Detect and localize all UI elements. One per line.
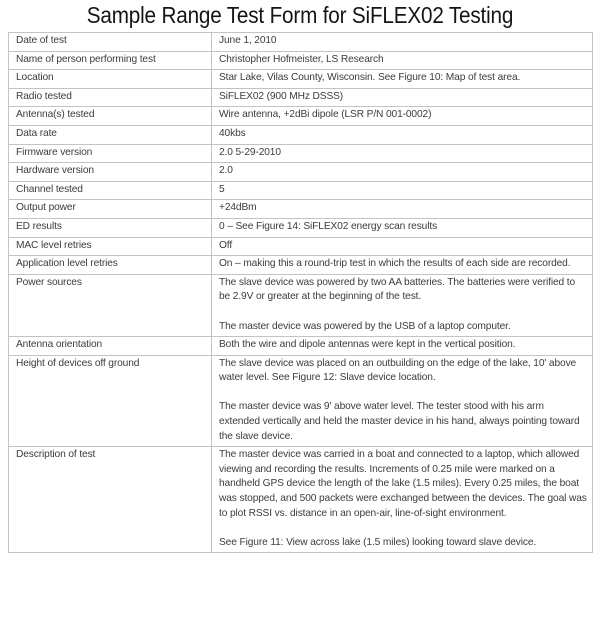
page-title: Sample Range Test Form for SiFLEX02 Testing bbox=[86, 2, 514, 28]
row-label: Data rate bbox=[9, 125, 212, 144]
row-value bbox=[212, 218, 593, 237]
row-value bbox=[212, 33, 593, 52]
table-row bbox=[9, 163, 593, 182]
row-label: Date of test bbox=[9, 33, 212, 52]
row-label: ED results bbox=[9, 218, 212, 237]
row-value bbox=[212, 337, 593, 356]
table-row bbox=[9, 70, 593, 89]
row-value bbox=[212, 355, 593, 447]
row-value bbox=[212, 237, 593, 256]
row-label: Output power bbox=[9, 200, 212, 219]
row-value bbox=[212, 144, 593, 163]
range-test-form-table bbox=[8, 32, 593, 553]
row-value bbox=[212, 200, 593, 219]
row-value-paragraph: The master device was powered by the USB of a laptop computer. bbox=[219, 320, 511, 332]
row-value-paragraph: 2.0 5-29-2010 bbox=[219, 146, 281, 158]
table-row bbox=[9, 33, 593, 52]
row-label: Description of test bbox=[9, 447, 212, 553]
table-row bbox=[9, 51, 593, 70]
table-row bbox=[9, 200, 593, 219]
row-value-paragraph: On – making this a round-trip test in which the results of each side are recorded. bbox=[219, 258, 571, 270]
row-label: Application level retries bbox=[9, 256, 212, 275]
row-value-paragraph: Star Lake, Vilas County, Wisconsin. See Figure 10: Map of test area. bbox=[219, 72, 521, 84]
row-label: Firmware version bbox=[9, 144, 212, 163]
row-label: Location bbox=[9, 70, 212, 89]
row-label: Name of person performing test bbox=[9, 51, 212, 70]
row-value bbox=[212, 181, 593, 200]
row-value bbox=[212, 163, 593, 182]
row-value-paragraph: The slave device was powered by two AA batteries. The batteries were verified to be 2.9V or greater at the beginning of the test. bbox=[219, 276, 576, 303]
table-row bbox=[9, 144, 593, 163]
row-value-paragraph: SiFLEX02 (900 MHz DSSS) bbox=[219, 90, 344, 102]
row-value bbox=[212, 107, 593, 126]
row-value-paragraph: The master device was 9' above water level. The tester stood with his arm extended vertically and held the master device in his hand, always pointing toward the slave device. bbox=[219, 401, 580, 442]
row-value-paragraph: The master device was carried in a boat and connected to a laptop, which allowed viewing and recording the results. Increments of 0.25 mile were marked on a handheld GPS device the length of the lake (1.5 miles). Every 0.25 miles, the boat was stopped, and 500 packets were exchanged between the devices. The goal was to plot RSSI vs. distance in an open-air, line-of-sight environment. bbox=[219, 449, 587, 519]
row-value-paragraph: Wire antenna, +2dBi dipole (LSR P/N 001-0002) bbox=[219, 109, 432, 121]
row-label: Power sources bbox=[9, 274, 212, 336]
table-body bbox=[9, 33, 593, 553]
row-value-paragraph: 5 bbox=[219, 183, 225, 195]
table-row bbox=[9, 107, 593, 126]
row-label: MAC level retries bbox=[9, 237, 212, 256]
row-label: Radio tested bbox=[9, 88, 212, 107]
table-row bbox=[9, 88, 593, 107]
table-row bbox=[9, 274, 593, 336]
table-row bbox=[9, 337, 593, 356]
row-value-paragraph: 40kbs bbox=[219, 127, 246, 139]
row-value bbox=[212, 447, 593, 553]
row-value-paragraph: See Figure 11: View across lake (1.5 miles) looking toward slave device. bbox=[219, 536, 537, 548]
row-value bbox=[212, 88, 593, 107]
row-value-paragraph: Both the wire and dipole antennas were kept in the vertical position. bbox=[219, 339, 516, 351]
table-row bbox=[9, 355, 593, 447]
table-row bbox=[9, 256, 593, 275]
table-row bbox=[9, 237, 593, 256]
row-value bbox=[212, 125, 593, 144]
row-value-paragraph: 2.0 bbox=[219, 165, 233, 177]
row-label: Hardware version bbox=[9, 163, 212, 182]
table-row bbox=[9, 447, 593, 553]
row-value-paragraph: Off bbox=[219, 239, 233, 251]
row-label: Height of devices off ground bbox=[9, 355, 212, 447]
row-value-paragraph: Christopher Hofmeister, LS Research bbox=[219, 53, 384, 65]
row-value bbox=[212, 70, 593, 89]
table-row bbox=[9, 181, 593, 200]
row-value-paragraph: The slave device was placed on an outbuilding on the edge of the lake, 10' above water level. See Figure 12: Slave device location. bbox=[219, 357, 577, 384]
row-value-paragraph: +24dBm bbox=[219, 202, 257, 214]
row-value-paragraph: June 1, 2010 bbox=[219, 35, 277, 46]
table-row bbox=[9, 218, 593, 237]
table-row bbox=[9, 125, 593, 144]
row-value-paragraph: 0 – See Figure 14: SiFLEX02 energy scan results bbox=[219, 220, 438, 232]
row-label: Antenna orientation bbox=[9, 337, 212, 356]
row-value bbox=[212, 274, 593, 336]
row-label: Antenna(s) tested bbox=[9, 107, 212, 126]
row-value bbox=[212, 256, 593, 275]
row-value bbox=[212, 51, 593, 70]
row-label: Channel tested bbox=[9, 181, 212, 200]
